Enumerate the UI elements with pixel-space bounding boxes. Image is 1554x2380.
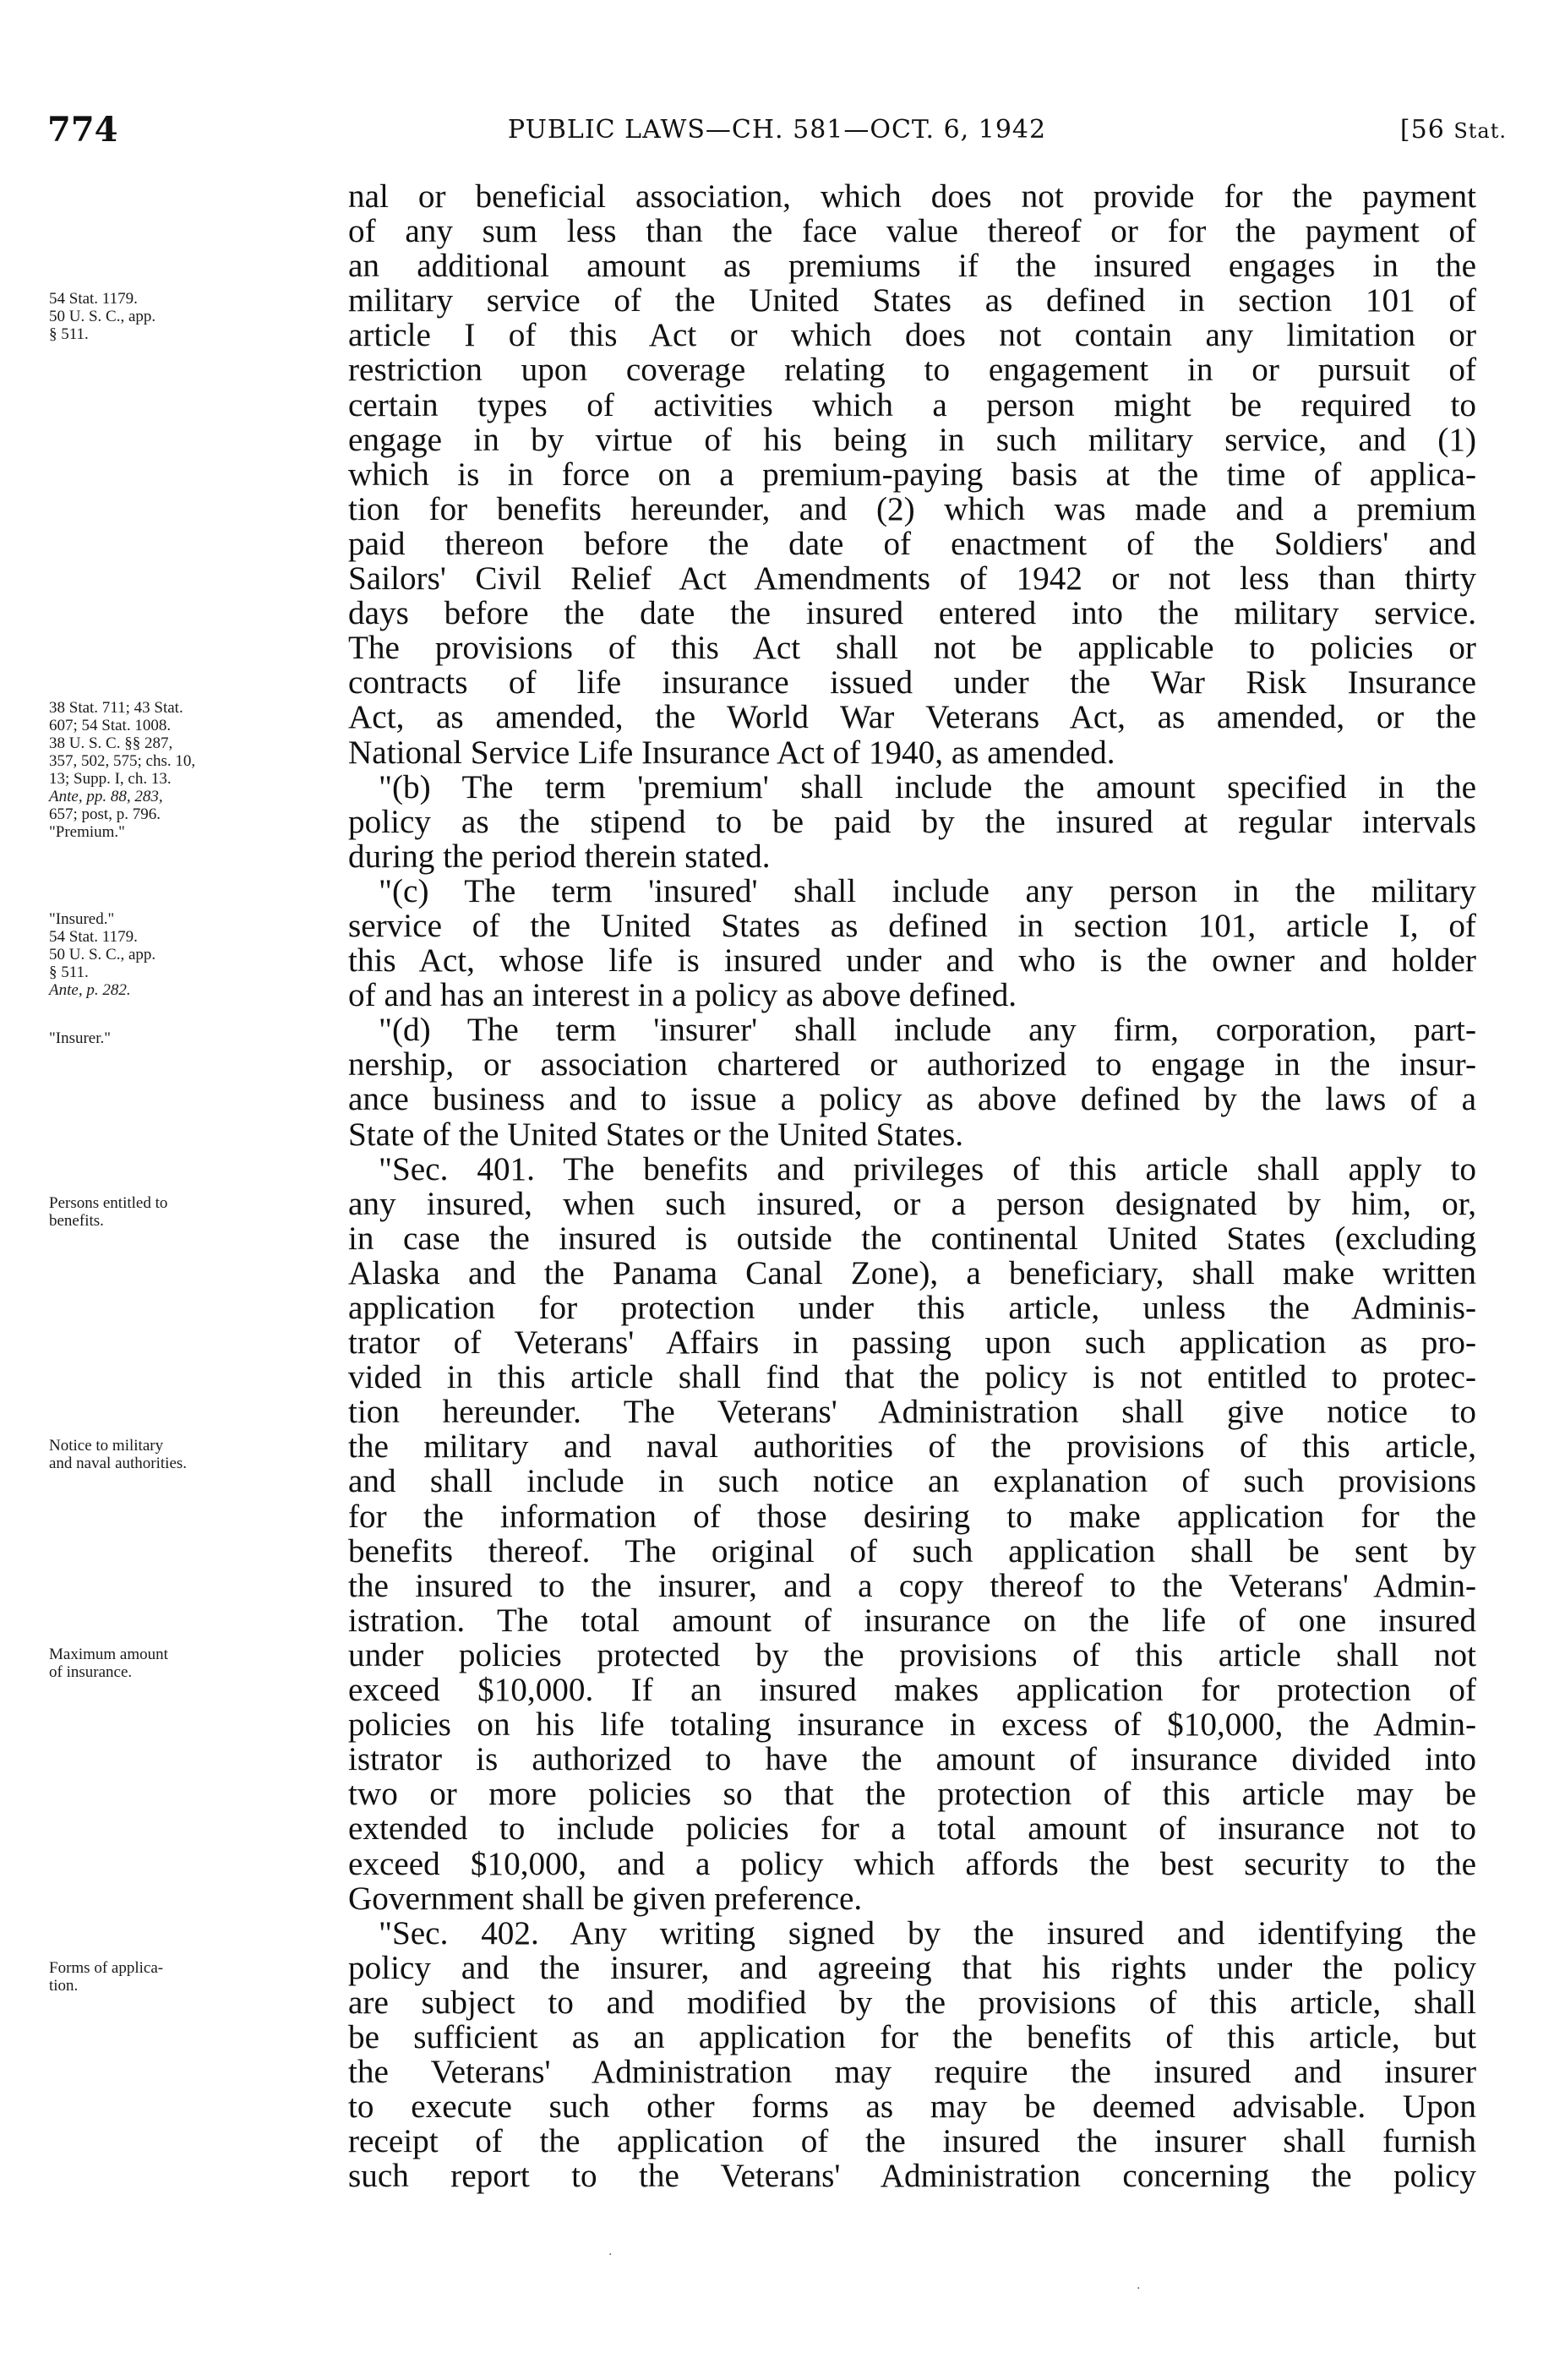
text-line: trator of Veterans' Affairs in passing upon such application as pro- (348, 1324, 1476, 1362)
running-header (47, 110, 1507, 152)
text-line: policy as the stipend to be paid by the insured at regular intervals (348, 803, 1476, 840)
margin-note-line: § 511. (49, 325, 89, 343)
scan-speck: · (1137, 2282, 1141, 2295)
text-line: the Veterans' Administration may require the insured and insurer (348, 2054, 1476, 2091)
text-line: for the information of those desiring to make application for the (348, 1498, 1476, 1535)
margin-note-line: 50 U. S. C., app. (49, 308, 156, 325)
margin-note-line: Notice to military (49, 1437, 164, 1455)
text-line: State of the United States or the United States. (348, 1116, 964, 1153)
margin-note-line: 50 U. S. C., app. (49, 946, 156, 963)
text-line: application for protection under this article, unless the Adminis- (348, 1290, 1476, 1326)
margin-note-line: 357, 502, 575; chs. 10, (49, 752, 196, 770)
volume-label: Stat. (1453, 119, 1507, 143)
text-line: during the period therein stated. (348, 838, 771, 875)
volume-prefix: [56 (1399, 115, 1454, 145)
margin-note-line: of insurance. (49, 1663, 133, 1681)
margin-note-line: 38 Stat. 711; 43 Stat. (49, 699, 183, 717)
text-line: and shall include in such notice an explanation of such provisions (348, 1463, 1476, 1500)
running-title: PUBLIC LAWS—CH. 581—OCT. 6, 1942 (507, 115, 1047, 145)
text-line: vided in this article shall find that the policy is not entitled to protec- (348, 1359, 1476, 1396)
text-line: certain types of activities which a person might be required to (348, 386, 1476, 423)
text-line: engage in by virtue of his being in such military service, and (1) (348, 421, 1476, 458)
text-line: to execute such other forms as may be deemed advisable. Upon (348, 2088, 1476, 2126)
text-line: policy and the insurer, and agreeing that his rights under the policy (348, 1949, 1476, 1986)
text-line: the military and naval authorities of the provisions of this article, (348, 1428, 1476, 1466)
margin-note-line: 13; Supp. I, ch. 13. (49, 770, 172, 788)
text-line: such report to the Veterans' Administration concerning the policy (348, 2158, 1476, 2195)
text-line: any insured, when such insured, or a person designated by him, or, (348, 1185, 1476, 1222)
text-line: an additional amount as premiums if the insured engages in the (348, 248, 1476, 285)
margin-note-line: 54 Stat. 1179. (49, 928, 138, 946)
text-line: nal or beneficial association, which does not provide for the payment (348, 178, 1476, 215)
margin-note-line: and naval authorities. (49, 1455, 188, 1472)
text-line: of any sum less than the face value thereof or for the payment of (348, 213, 1476, 250)
margin-note-line: "Insurer." (49, 1029, 112, 1047)
text-line: days before the date the insured entered into the military service. (348, 595, 1476, 632)
text-line: nership, or association chartered or authorized to engage in the insur- (348, 1046, 1476, 1084)
text-line: istration. The total amount of insurance on the life of one insured (348, 1602, 1476, 1639)
margin-note-line: Ante, pp. 88, 283, (49, 788, 163, 805)
margin-note-notice (49, 1437, 328, 1472)
text-line: paid thereon before the date of enactment of the Soldiers' and (348, 525, 1476, 562)
margin-note-line: Persons entitled to (49, 1194, 168, 1212)
margin-note-line: 607; 54 Stat. 1008. (49, 717, 172, 734)
text-line: Government shall be given preference. (348, 1880, 863, 1917)
text-line: under policies protected by the provisions of this article shall not (348, 1636, 1476, 1673)
margin-note-maximum-amount (49, 1646, 328, 1681)
text-line: Sailors' Civil Relief Act Amendments of 1942 or not less than thirty (348, 560, 1476, 598)
margin-note-persons-entitled (49, 1194, 328, 1230)
scan-speck: · (608, 2248, 613, 2262)
text-line: tion hereunder. The Veterans' Administration shall give notice to (348, 1394, 1476, 1431)
margin-note-line: benefits. (49, 1212, 104, 1230)
text-line: Act, as amended, the World War Veterans Act, as amended, or the (348, 699, 1476, 736)
text-line: "Sec. 402. Any writing signed by the insured and identifying the (379, 1914, 1476, 1951)
margin-note-line: § 511. (49, 963, 89, 981)
margin-note-line: 54 Stat. 1179. (49, 290, 138, 308)
text-line: are subject to and modified by the provisions of this article, shall (348, 1984, 1476, 2021)
text-line: exceed $10,000, and a policy which affords the best security to the (348, 1845, 1476, 1882)
text-line: receipt of the application of the insured the insurer shall furnish (348, 2123, 1476, 2160)
margin-note-insurer (49, 1029, 328, 1047)
text-line: National Service Life Insurance Act of 1940, as amended. (348, 734, 1115, 771)
text-line: The provisions of this Act shall not be applicable to policies or (348, 630, 1476, 667)
text-line: restriction upon coverage relating to engagement in or pursuit of (348, 352, 1476, 389)
margin-note-line: Forms of applica- (49, 1959, 164, 1977)
margin-note-line: 657; post, p. 796. (49, 805, 161, 823)
page-number: 774 (47, 110, 118, 150)
text-line: article I of this Act or which does not contain any limitation or (348, 317, 1476, 354)
text-line: tion for benefits hereunder, and (2) which was made and a premium (348, 490, 1476, 527)
margin-note-line: tion. (49, 1977, 79, 1995)
margin-note-line: Maximum amount (49, 1646, 168, 1663)
volume-reference (1400, 115, 1507, 145)
text-line: "(c) The term 'insured' shall include any person in the military (379, 872, 1476, 909)
margin-note-forms (49, 1959, 328, 1995)
margin-note-premium (49, 699, 328, 841)
text-line: policies on his life totaling insurance in excess of $10,000, the Admin- (348, 1706, 1476, 1744)
text-line: ance business and to issue a policy as above defined by the laws of a (348, 1081, 1476, 1118)
text-line: which is in force on a premium-paying basis at the time of applica- (348, 456, 1476, 493)
text-line: contracts of life insurance issued under the War Risk Insurance (348, 664, 1476, 701)
text-line: be sufficient as an application for the benefits of this article, but (348, 2018, 1476, 2055)
margin-note-line: "Insured." (49, 910, 115, 928)
margin-note-line: "Premium." (49, 823, 125, 841)
text-line: exceed $10,000. If an insured makes application for protection of (348, 1672, 1476, 1709)
text-line: military service of the United States as defined in section 101 of (348, 282, 1476, 319)
text-line: Alaska and the Panama Canal Zone), a beneficiary, shall make written (348, 1254, 1476, 1291)
text-line: extended to include policies for a total amount of insurance not to (348, 1810, 1476, 1848)
body-text (348, 179, 1476, 2193)
margin-note-line: Ante, p. 282. (49, 981, 131, 999)
text-line: of and has an interest in a policy as above defined. (348, 977, 1017, 1014)
text-line: two or more policies so that the protection of this article may be (348, 1776, 1476, 1813)
text-line: istrator is authorized to have the amount of insurance divided into (348, 1741, 1476, 1778)
margin-note-line: 38 U. S. C. §§ 287, (49, 734, 173, 752)
margin-note-insured (49, 910, 328, 999)
text-line: "(d) The term 'insurer' shall include any firm, corporation, part- (379, 1012, 1476, 1049)
margin-note-citation-1179 (49, 290, 328, 343)
text-line: "(b) The term 'premium' shall include the amount specified in the (379, 768, 1476, 805)
text-line: in case the insured is outside the continental United States (excluding (348, 1220, 1476, 1257)
text-line: the insured to the insurer, and a copy thereof to the Veterans' Admin- (348, 1567, 1476, 1604)
text-line: "Sec. 401. The benefits and privileges of this article shall apply to (379, 1150, 1476, 1187)
text-line: benefits thereof. The original of such application shall be sent by (348, 1532, 1476, 1569)
text-line: this Act, whose life is insured under and who is the owner and holder (348, 942, 1476, 980)
text-line: service of the United States as defined in section 101, article I, of (348, 907, 1476, 944)
